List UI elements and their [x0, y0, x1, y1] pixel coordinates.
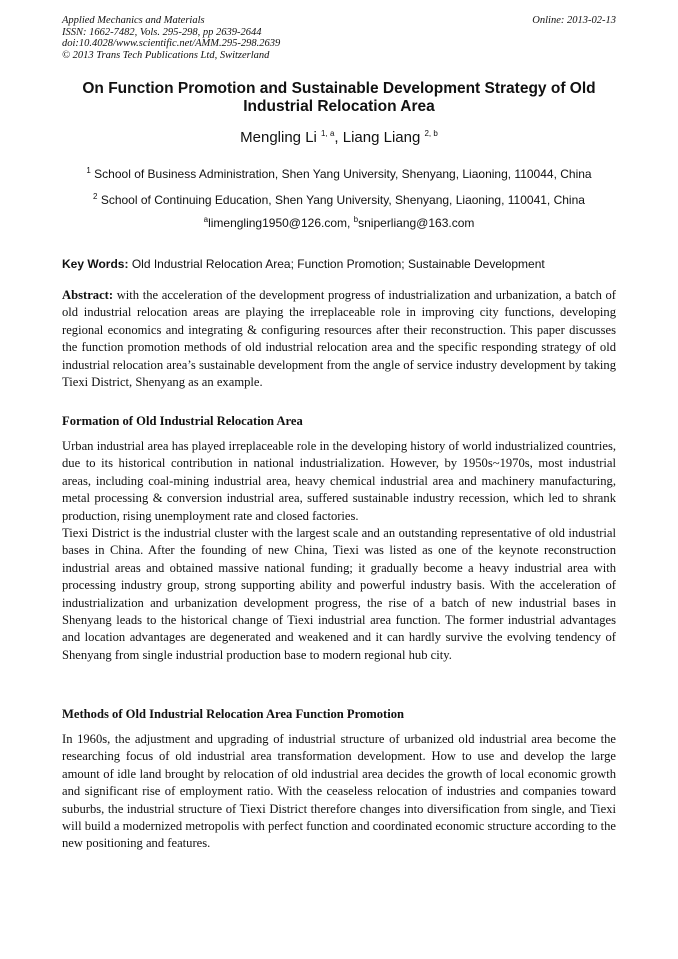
affiliation-superscript: 2	[93, 192, 98, 201]
keywords	[62, 257, 622, 271]
abstract-text: with the acceleration of the development progress of industrialization and urbanization, a batch of old industrial relocation areas are playing the irreplaceable role in improving city functions, developing regional economics and integrating & configuring resources after their reconstruction. This paper discusses the function promotion methods of old industrial relocation area and the specific responding strategy of old industrial relocation area’s sustainable development from the angle of service industry development by taking Tiexi District, Shenyang as an example.	[62, 288, 616, 390]
doi-line: doi:10.4028/www.scientific.net/AMM.295-298.2639	[62, 38, 281, 50]
abstract-label: Abstract:	[62, 288, 114, 302]
author-superscript: 1, a	[321, 129, 335, 138]
keywords-label: Key Words:	[62, 257, 129, 271]
author-name: Mengling Li	[240, 129, 317, 146]
affiliation-text: School of Business Administration, Shen Yang University, Shenyang, Liaoning, 110044, China	[94, 167, 592, 181]
paper-title: On Function Promotion and Sustainable Development Strategy of Old Industrial Relocation Area	[82, 80, 596, 115]
affiliation-superscript: 1	[86, 166, 91, 175]
issn-line: ISSN: 1662-7482, Vols. 295-298, pp 2639-2644	[62, 26, 262, 38]
email-address: limengling1950@126.com	[208, 216, 347, 230]
copyright-line: © 2013 Trans Tech Publications Ltd, Switzerland	[62, 49, 270, 61]
affiliation-1	[62, 167, 616, 181]
journal-name: Applied Mechanics and Materials	[62, 15, 205, 26]
affiliation-2	[62, 193, 616, 207]
email-superscript: b	[353, 215, 359, 224]
email-line: $^a$limengling1950@126.com, $^b$sniperliang@163.com	[203, 215, 475, 230]
author-list: Mengling Li $^{1, a}$, Liang Liang $^{2, b}$	[240, 129, 438, 146]
section-heading: Methods of Old Industrial Relocation Area Function Promotion	[62, 707, 405, 721]
body-paragraph: In 1960s, the adjustment and upgrading of industrial structure of urbanized old industrial area become the researching focus of old industrial area transformation development. How to use and develop the large amount of idle land brought by relocation of old industrial area decides the growth of local economic growth and significant rise of employment ratio. With the ceaseless relocation of industries and companies toward suburbs, the industrial structure of Tiexi District therefore changes into diversification from single, and Tiexi will build a modernized metropolis with perfect function and coordinated economic structure according to the new positioning and features.	[62, 732, 616, 851]
section-heading: Formation of Old Industrial Relocation Area	[62, 414, 303, 428]
body-paragraph: Urban industrial area has played irreplaceable role in the developing history of world industrialized countries, due to its historical contribution in national industrialization. However, by 1950s~1970s, most industrial areas, including coal-mining industrial area, heavy chemical industrial area and machinery manufacturing, metal processing & conversion industrial area, suffered sustainable industry recession, which led to shrank production, rising unemployment rate and closed factories.	[62, 439, 616, 523]
affiliation-text: School of Continuing Education, Shen Yang University, Shenyang, Liaoning, 110041, China	[100, 193, 585, 207]
page-header	[62, 15, 616, 61]
email-superscript: a	[203, 215, 209, 224]
author-superscript: 2, b	[424, 129, 438, 138]
keywords-text: Old Industrial Relocation Area; Function Promotion; Sustainable Development	[131, 257, 545, 271]
abstract	[62, 287, 616, 391]
author-name: Liang Liang	[342, 129, 421, 146]
email-address: sniperliang@163.com	[358, 216, 475, 230]
online-date: Online: 2013-02-13	[532, 15, 616, 26]
body-paragraph: Tiexi District is the industrial cluster with the largest scale and an outstanding representative of old industrial bases in China. After the founding of new China, Tiexi was listed as one of the keynote reconstruction industrial areas and obtained massive national funding; it gradually become a heavy industrial area with processing industry group, strong supporting ability and powerful industry basis. With the acceleration of industrialization and urbanization development progress, the rise of a batch of new industrial bases in Shenyang leads to the historical change of Tiexi industrial area function. The former industrial advantages and location advantages are degenerated and weakened and it can hardly survive the evolving tendency of Shenyang from single industrial production base to modern regional hub city.	[62, 526, 616, 662]
